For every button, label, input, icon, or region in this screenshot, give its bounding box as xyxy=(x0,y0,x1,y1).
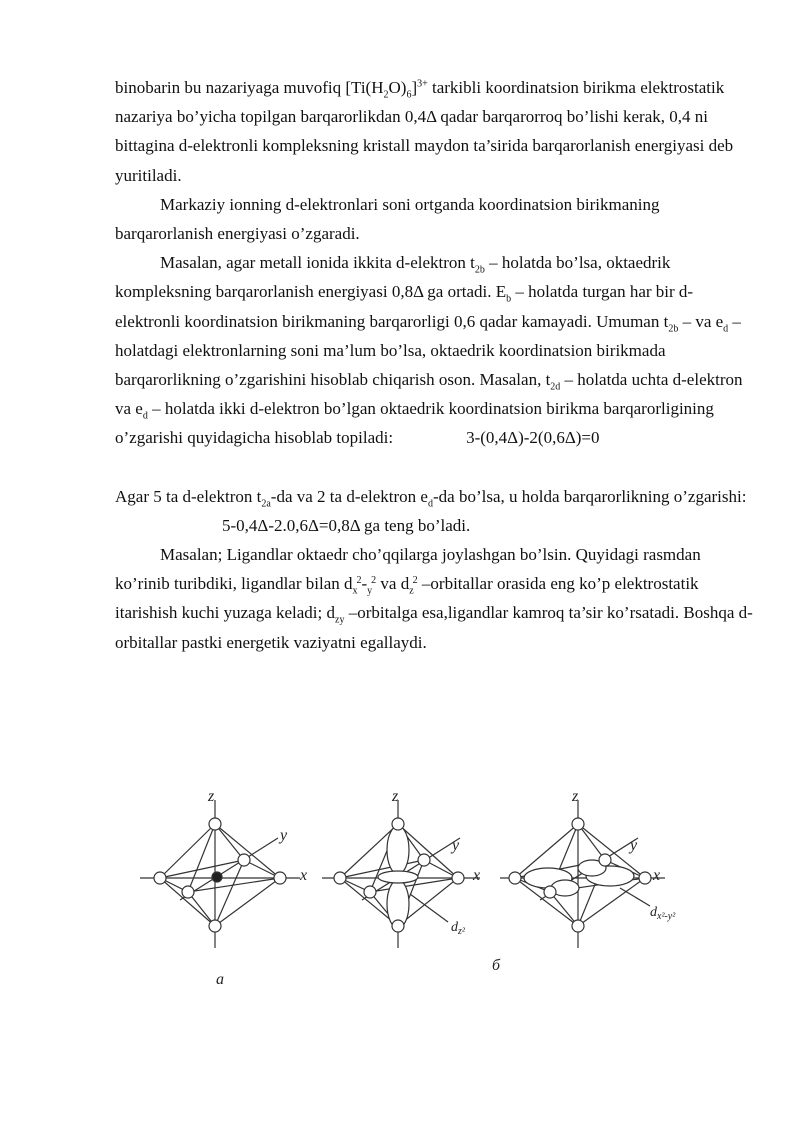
subscript: z xyxy=(409,585,414,597)
text-run: Masalan; Ligandlar oktaedr cho’qqilarga joylashgan bo’lsin. Quyidagi rasmdan ko’rinib turibdiki, ligandlar bilan d xyxy=(115,545,701,594)
axis-label-x-b: x xyxy=(473,867,481,884)
axis-label-z-b: z xyxy=(392,788,399,805)
axis-label-x-c: x xyxy=(653,867,661,884)
subscript: b xyxy=(506,293,512,305)
orbital-label-dx2y2 xyxy=(650,905,676,922)
subscript: 6 xyxy=(406,89,412,101)
paragraph-2: Markaziy ionning d-elektronlari soni ortganda koordinatsion birikmaning barqarorlanish energiyasi o’zgaradi. xyxy=(115,194,660,244)
superscript: 2 xyxy=(356,574,362,586)
orbital-label-dz2-sub: z² xyxy=(458,926,465,937)
text-run: –orbitallar orasida eng ko’p elektrostatik itarishish kuchi yuzaga keladi; d xyxy=(115,574,699,623)
orbital-label-dz2-d: d xyxy=(451,920,458,935)
subscript: 2d xyxy=(550,381,561,393)
axis-label-y-c: y xyxy=(630,837,638,854)
text-run: tarkibli koordinatsion birikma elektrostatik nazariya bo’yicha topilgan barqarorlikdan 0,4Δ qadar barqarorroq bo’lishi kerak, 0,4 ni bittagina d-elektronli kompleksning kristall maydon ta’sirida barqarorlanish energiyasi deb yuritiladi. xyxy=(115,78,734,185)
panel-a-octahedron xyxy=(140,800,300,948)
caption-b: б xyxy=(492,957,501,974)
figure-svg xyxy=(140,788,730,998)
paragraph-3 xyxy=(115,248,755,452)
text-run: Masalan, agar metall ionida ikkita d-elektron t xyxy=(160,253,475,273)
text-run: - xyxy=(361,574,368,594)
superscript: 3+ xyxy=(417,78,428,90)
text-run: Agar 5 ta d-elektron t xyxy=(115,486,262,506)
axis-label-x-a: x xyxy=(300,867,308,884)
superscript: 2 xyxy=(412,574,418,586)
axis-label-z-a: z xyxy=(208,788,215,805)
text-run: –orbitalga esa,ligandlar kamroq ta’sir ko’rsatadi. Boshqa d-orbitallar pastki energetik vaziyatni egallaydi. xyxy=(115,603,753,652)
orbital-label-dz2 xyxy=(451,920,466,937)
body-text xyxy=(115,73,755,657)
subscript: x xyxy=(352,585,358,597)
text-run: – holatdagi elektronlarning soni ma’lum bo’lsa, oktaedrik koordinatsion birikmada barqarorlikning o’zgarishini hisoblab chiqarish oson. Masalan, t xyxy=(115,311,741,390)
subscript: y xyxy=(367,585,373,597)
text-run: ] xyxy=(411,78,418,97)
superscript: 2 xyxy=(371,574,377,586)
subscript: d xyxy=(142,410,148,422)
axis-label-y-b: y xyxy=(452,837,460,854)
paragraph-6 xyxy=(115,540,755,657)
text-run: binobarin bu nazariyaga muvofiq [Ti(H xyxy=(115,78,384,97)
paragraph-1 xyxy=(115,73,755,190)
orbital-label-dx2y2-sub: x²-y² xyxy=(657,911,676,922)
panel-c-octahedron xyxy=(500,800,665,948)
axis-label-z-c: z xyxy=(572,788,579,805)
paragraph-4 xyxy=(115,482,755,511)
text-run: -da va 2 ta d-elektron e xyxy=(270,486,428,506)
subscript: d xyxy=(723,323,729,335)
subscript: 2b xyxy=(474,264,485,276)
subscript: zy xyxy=(335,614,345,626)
text-run: – holatda uchta d-elektron va e xyxy=(115,370,743,419)
equation-1: 3-(0,4Δ)-2(0,6Δ)=0 xyxy=(466,428,600,448)
text-run: O) xyxy=(388,78,407,97)
text-run: – holatda ikki d-elektron bo’lgan oktaedrik koordinatsion birikma barqarorligining o’zgarishi quyidagicha hisoblab topiladi: xyxy=(115,399,714,448)
text-run: va d xyxy=(376,574,410,594)
text-run: -da bo’lsa, u holda barqarorlikning o’zgarishi: xyxy=(432,486,747,506)
equation-2: 5-0,4Δ-2.0,6Δ=0,8Δ ga teng bo’ladi. xyxy=(222,515,471,535)
text-run: – holatda turgan har bir d-elektronli koordinatsion birikmaning barqarorligi 0,6 qadar kamayadi. Umuman t xyxy=(115,282,694,331)
subscript: d xyxy=(427,498,433,510)
subscript: 2b xyxy=(668,323,679,335)
octahedral-orbitals-figure xyxy=(140,788,730,998)
subscript: 2 xyxy=(383,89,389,101)
blank-line xyxy=(115,453,755,482)
text-run: – holatda bo’lsa, oktaedrik kompleksning barqarorlanish energiyasi 0,8Δ ga ortadi. E xyxy=(115,253,671,302)
axis-label-y-a: y xyxy=(280,827,288,844)
subscript: 2a xyxy=(261,498,271,510)
orbital-label-dx2y2-d: d xyxy=(650,905,657,920)
text-run: – va e xyxy=(678,311,724,331)
caption-a: a xyxy=(216,971,224,988)
